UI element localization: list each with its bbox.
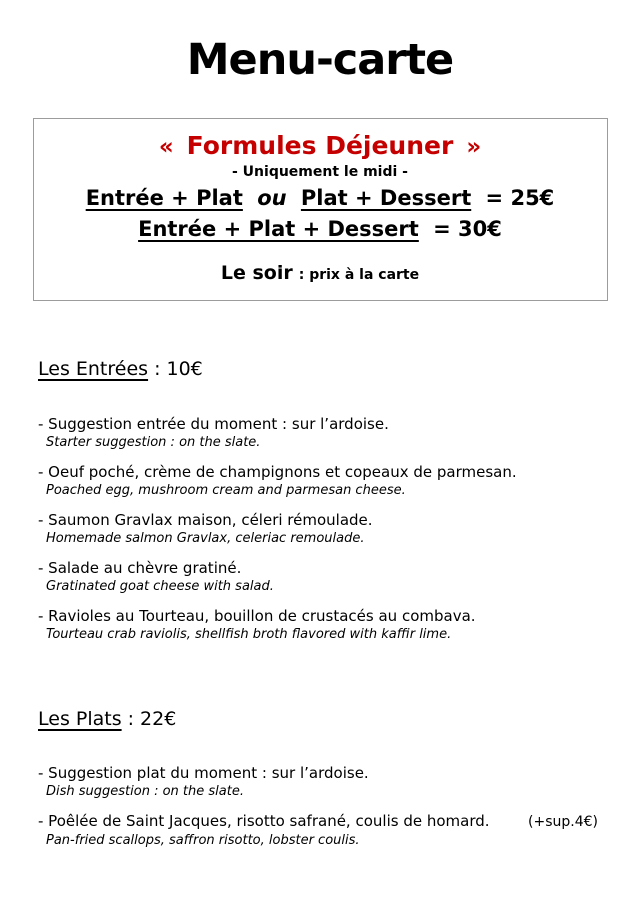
- close-guillemet: »: [466, 133, 482, 160]
- page-title: Menu-carte: [186, 35, 454, 85]
- formules-subtitle: - Uniquement le midi -: [232, 163, 408, 180]
- evening-label: Le soir: [220, 262, 293, 284]
- formules-box: [33, 118, 608, 301]
- entrees-list: [38, 414, 602, 643]
- dish-name-fr: - Suggestion plat du moment : sur l’ardoise.: [38, 764, 369, 783]
- formula-price: = 30€: [433, 216, 502, 241]
- formula-line-30: [44, 216, 597, 242]
- section-plats: [38, 707, 602, 850]
- plats-list: [38, 763, 602, 849]
- dish-name-en: Homemade salmon Gravlax, celeriac remoulade.: [46, 530, 365, 546]
- dish-name-en: Pan-fried scallops, saffron risotto, lobster coulis.: [46, 833, 360, 849]
- dish-supplement-note: (+sup.4€): [528, 814, 598, 831]
- formula-part: Plat + Dessert: [300, 185, 472, 210]
- menu-item: [38, 763, 602, 800]
- dish-name-en: Starter suggestion : on the slate.: [46, 434, 261, 450]
- evening-line: [44, 262, 597, 284]
- dish-name-fr: - Poêlée de Saint Jacques, risotto safrané, coulis de homard.: [38, 812, 490, 831]
- section-price: : 10€: [154, 358, 203, 380]
- dish-name-en: Dish suggestion : on the slate.: [46, 784, 244, 800]
- formula-connector: ou: [257, 185, 287, 210]
- formules-heading-text: Formules Déjeuner: [186, 130, 454, 160]
- formules-heading: [44, 130, 597, 162]
- section-heading-entrees: [38, 357, 602, 382]
- menu-item: [38, 510, 602, 547]
- formula-line-25: [44, 185, 597, 211]
- menu-item: [38, 558, 602, 595]
- section-heading-plats: [38, 707, 602, 732]
- formula-part: Entrée + Plat + Dessert: [138, 216, 419, 241]
- menu-item: [38, 606, 602, 643]
- formula-price: = 25€: [485, 185, 555, 210]
- dish-name-fr: - Saumon Gravlax maison, céleri rémoulade.: [38, 510, 373, 529]
- dish-name-fr: - Ravioles au Tourteau, bouillon de crustacés au combava.: [38, 606, 476, 625]
- dish-name-fr: - Oeuf poché, crème de champignons et copeaux de parmesan.: [38, 462, 517, 481]
- dish-name-fr: - Salade au chèvre gratiné.: [38, 558, 242, 577]
- open-guillemet: «: [158, 133, 174, 160]
- section-title: Les Plats: [38, 707, 122, 730]
- section-entrees: [38, 357, 602, 643]
- section-title: Les Entrées: [38, 358, 149, 380]
- section-price: : 22€: [127, 707, 177, 730]
- formula-part: Entrée + Plat: [85, 185, 243, 210]
- dish-name-fr: - Suggestion entrée du moment : sur l’ardoise.: [38, 414, 389, 433]
- menu-sections: [0, 357, 640, 849]
- dish-name-en: Gratinated goat cheese with salad.: [46, 578, 274, 594]
- menu-item: [38, 811, 602, 849]
- menu-item: [38, 462, 602, 499]
- dish-name-en: Poached egg, mushroom cream and parmesan cheese.: [46, 482, 406, 498]
- dish-name-en: Tourteau crab raviolis, shellfish broth flavored with kaffir lime.: [46, 626, 452, 642]
- evening-rest: : prix à la carte: [298, 267, 420, 283]
- menu-item: [38, 414, 602, 451]
